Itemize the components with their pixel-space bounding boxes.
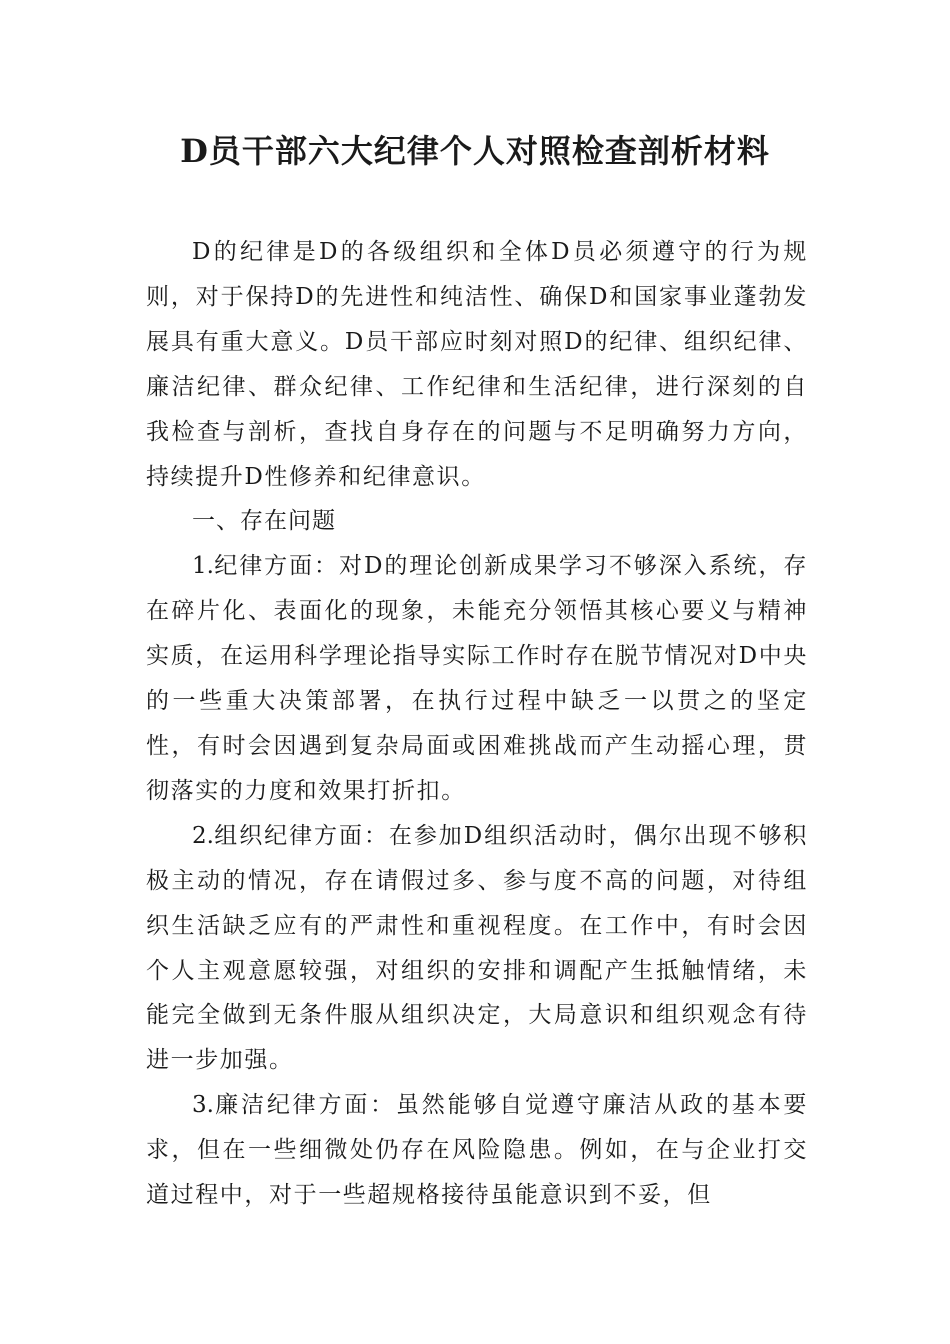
document-body (146, 230, 808, 1218)
discipline-item-3 (146, 1083, 808, 1218)
item-label: 组织纪律方面： (213, 822, 389, 849)
discipline-item-2 (146, 814, 808, 1083)
document-title: D员干部六大纪律个人对照检查剖析材料 (180, 132, 770, 170)
intro-paragraph: D的纪律是D的各级组织和全体D员必须遵守的行为规则，对于保持D的先进性和纯洁性、确保D和国家事业蓬勃发展具有重大意义。D员干部应时刻对照D的纪律、组织纪律、廉洁纪律、群众纪律、工作纪律和生活纪律，进行深刻的自我检查与剖析，查找自身存在的问题与不足明确努力方向，持续提升D性修养和纪律意识。 (146, 239, 808, 490)
item-label: 廉洁纪律方面： (213, 1092, 396, 1119)
item-text: 对D的理论创新成果学习不够深入系统，存在碎片化、表面化的现象，未能充分领悟其核心要义与精神实质，在运用科学理论指导实际工作时存在脱节情况对D中央的一些重大决策部署，在执行过程中缺乏一以贯之的坚定性，有时会因遇到复杂局面或困难挑战而产生动摇心理，贯彻落实的力度和效果打折扣。 (146, 553, 809, 804)
item-text: 在参加D组织活动时，偶尔出现不够积极主动的情况，存在请假过多、参与度不高的问题，对待组织生活缺乏应有的严肃性和重视程度。在工作中，有时会因个人主观意愿较强，对组织的安排和调配产生抵触情绪，未能完全做到无条件服从组织决定，大局意识和组织观念有待进一步加强。 (146, 822, 808, 1074)
item-number: 3. (192, 1092, 214, 1119)
item-number: 1. (192, 553, 214, 580)
item-text: 虽然能够自觉遵守廉洁从政的基本要求，但在一些细微处仍存在风险隐患。例如，在与企业打交道过程中，对于一些超规格接待虽能意识到不妥，但 (146, 1092, 808, 1209)
section-heading: 一、存在问题 (192, 508, 336, 535)
item-label: 纪律方面： (213, 553, 340, 580)
discipline-item-1 (146, 544, 808, 813)
item-number: 2. (192, 822, 214, 849)
